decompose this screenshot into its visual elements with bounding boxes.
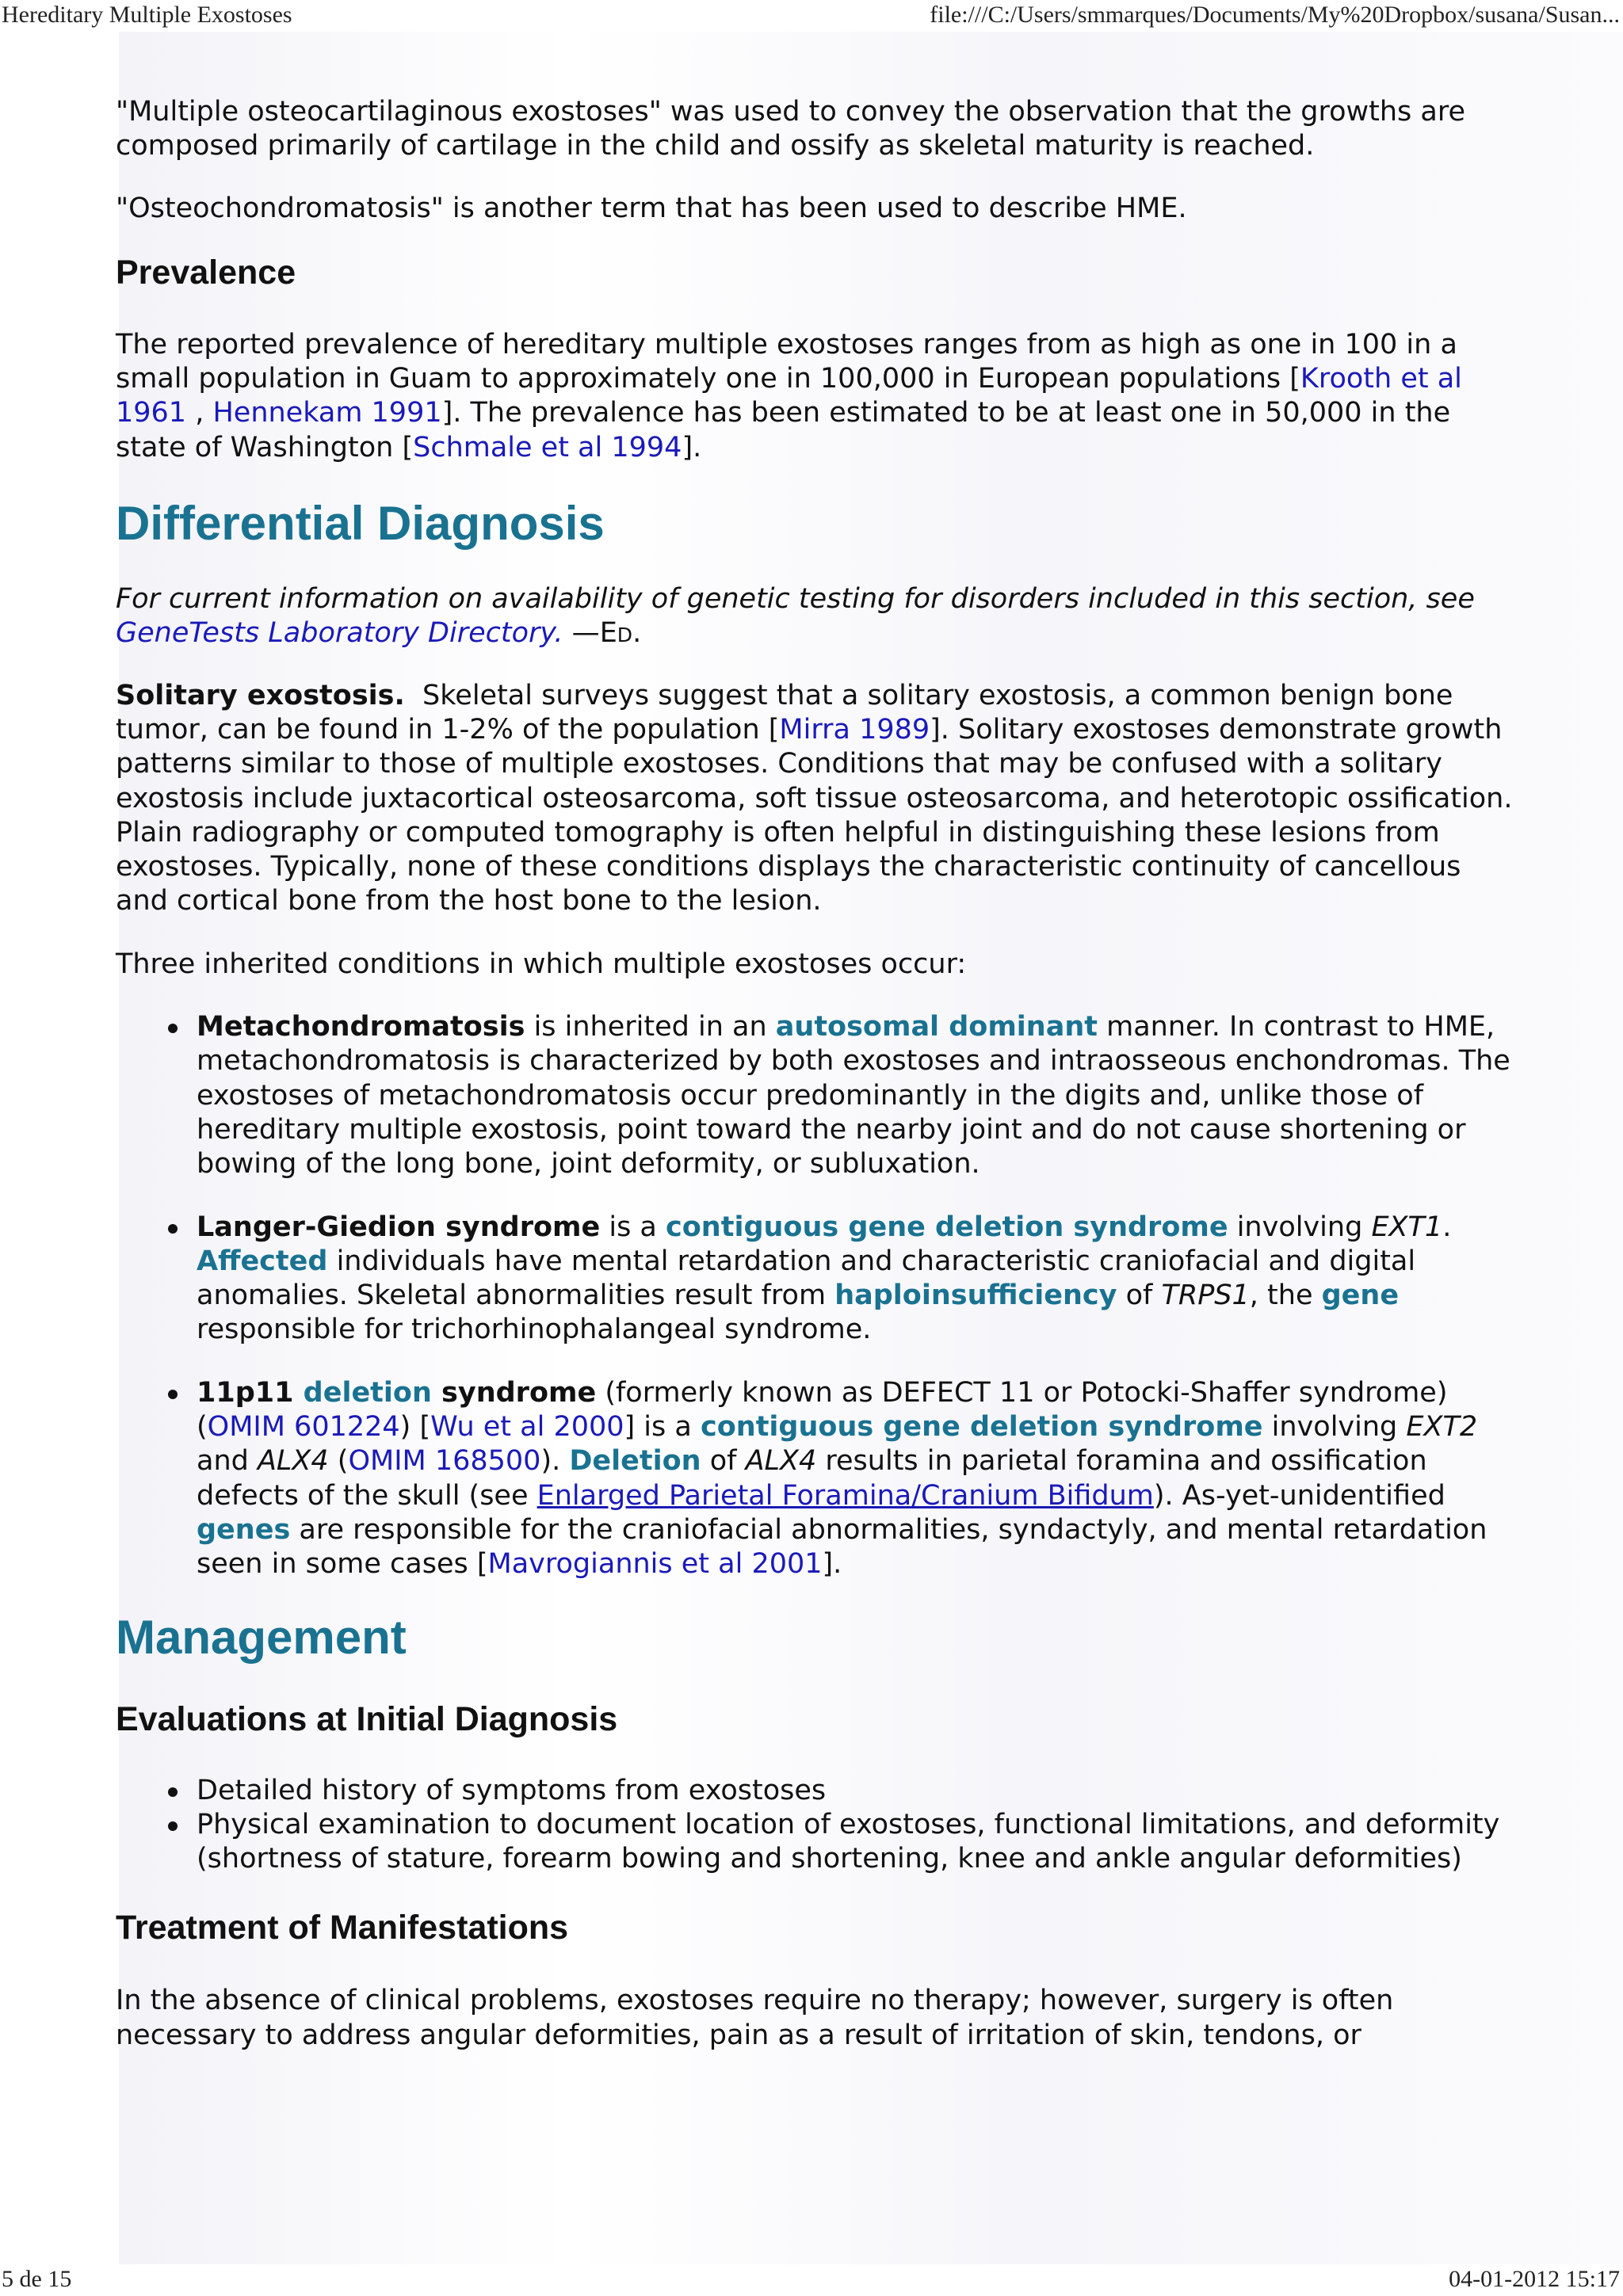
omim-link[interactable]: OMIM 168500 bbox=[348, 1445, 541, 1478]
citation-link[interactable]: Mavrogiannis et al 2001 bbox=[487, 1548, 823, 1581]
glossary-term-link[interactable]: Deletion bbox=[569, 1445, 701, 1478]
glossary-term-link[interactable]: deletion bbox=[303, 1376, 432, 1409]
solitary-exostosis-label: Solitary exostosis. bbox=[116, 679, 405, 711]
document-body bbox=[116, 95, 1518, 2053]
glossary-term-link[interactable]: contiguous gene deletion syndrome bbox=[700, 1411, 1263, 1444]
text-run: responsible for trichorhinophalangeal syndrome. bbox=[197, 1314, 872, 1346]
text-run: ( bbox=[328, 1445, 349, 1478]
text-run: ] is a bbox=[624, 1411, 701, 1444]
text-run: ]. Solitary exostoses demonstrate growth patterns similar to those of multiple exostoses. Conditions that may be confused with a solitary exostosis include juxtacortical osteosarcoma, soft tissue osteosarcoma, and heterotopic ossification. Plain radiography or computed tomography is often helpful in distinguishing these lesions from exostoses. Typically, none of these conditions displays the characteristic continuity of cancellous and cortical bone from the host bone to the lesion. bbox=[116, 713, 1513, 917]
print-datetime: 04-01-2012 15:17 bbox=[1449, 2266, 1620, 2292]
print-header bbox=[0, 0, 1623, 32]
solitary-exostosis-paragraph bbox=[116, 679, 1518, 919]
editor-mark: Ed bbox=[599, 617, 633, 650]
glossary-term-link[interactable]: haploinsufficiency bbox=[834, 1280, 1117, 1312]
treatment-heading: Treatment of Manifestations bbox=[116, 1909, 569, 1947]
genetests-note bbox=[116, 582, 1518, 651]
list-item-metachondromatosis bbox=[197, 1010, 1518, 1181]
condition-name: Metachondromatosis bbox=[197, 1011, 525, 1043]
condition-name: Langer-Giedion syndrome bbox=[197, 1211, 601, 1243]
three-conditions-intro: Three inherited conditions in which multiple exostoses occur: bbox=[116, 948, 967, 980]
condition-name: 11p11 bbox=[197, 1376, 304, 1409]
text-run: and bbox=[197, 1445, 258, 1478]
text-run: The reported prevalence of hereditary multiple exostoses ranges from as high as one in 100 in a small population in Guam to approximately one in 100,000 in European populations [ bbox=[116, 328, 1457, 395]
omim-link[interactable]: OMIM 601224 bbox=[207, 1411, 400, 1444]
citation-link[interactable]: Hennekam 1991 bbox=[212, 397, 442, 429]
evaluations-heading: Evaluations at Initial Diagnosis bbox=[116, 1699, 618, 1738]
glossary-term-link[interactable]: contiguous gene deletion syndrome bbox=[666, 1211, 1228, 1243]
text-run: ). bbox=[540, 1445, 570, 1478]
text-run: ). As-yet-unidentified bbox=[1153, 1479, 1445, 1512]
treatment-paragraph: In the absence of clinical problems, exostoses require no therapy; however, surgery is often necessary to address angular deformities, pain as a result of irritation of skin, tendons, or bbox=[116, 1985, 1394, 2051]
text-run: ]. The prevalence has been estimated to be at least one in 50,000 in the state of Washington [ bbox=[116, 397, 1451, 463]
print-header-title: Hereditary Multiple Exostoses bbox=[2, 2, 292, 28]
glossary-term-link[interactable]: gene bbox=[1321, 1280, 1400, 1312]
text-run: , bbox=[186, 397, 213, 429]
print-footer bbox=[0, 2264, 1623, 2296]
differential-diagnosis-heading: Differential Diagnosis bbox=[116, 497, 605, 551]
prevalence-heading: Prevalence bbox=[116, 253, 296, 292]
text-run: For current information on availability of genetic testing for disorders included in this section, see bbox=[116, 583, 1475, 616]
prevalence-paragraph bbox=[116, 328, 1518, 465]
intro-paragraph-2: "Osteochondromatosis" is another term that has been used to describe HME. bbox=[116, 192, 1187, 224]
text-run: . bbox=[632, 617, 642, 650]
genetests-link[interactable]: GeneTests Laboratory Directory. bbox=[116, 617, 563, 650]
text-run: ]. bbox=[822, 1548, 842, 1581]
text-run: Skeletal surveys suggest that a solitary exostosis, a common benign bone tumor, can be found in 1-2% of the population [ bbox=[116, 679, 1462, 746]
glossary-term-link[interactable]: genes bbox=[197, 1513, 291, 1546]
text-run: — bbox=[563, 617, 600, 650]
management-heading: Management bbox=[116, 1610, 407, 1664]
print-header-url: file:///C:/Users/smmarques/Documents/My%20Dropbox/susana/Susan... bbox=[930, 2, 1620, 28]
list-item: Physical examination to document location of exostoses, functional limitations, and deformity (shortness of stature, forearm bowing and shortening, knee and ankle angular deformities) bbox=[197, 1808, 1518, 1877]
text-run: results in parietal foramina and ossification defects of the skull (see bbox=[197, 1445, 1427, 1512]
text-run: are responsible for the craniofacial abnormalities, syndactyly, and mental retardation seen in some cases [ bbox=[197, 1513, 1487, 1581]
inherited-conditions-list bbox=[116, 1010, 1518, 1581]
text-run: , the bbox=[1249, 1280, 1322, 1312]
gene-name: EXT1 bbox=[1371, 1211, 1443, 1243]
citation-link[interactable]: Mirra 1989 bbox=[779, 713, 930, 746]
text-run: involving bbox=[1228, 1211, 1372, 1243]
glossary-term-link[interactable]: autosomal dominant bbox=[775, 1011, 1098, 1043]
list-item-langer-giedion bbox=[197, 1211, 1518, 1348]
text-run: individuals have mental retardation and characteristic craniofacial and digital anomalies. Skeletal abnormalities result from bbox=[197, 1245, 1416, 1312]
citation-link[interactable]: Krooth et al 1961 bbox=[116, 363, 1462, 429]
condition-name: syndrome bbox=[431, 1376, 597, 1409]
gene-name: ALX4 bbox=[257, 1445, 329, 1478]
gene-name: TRPS1 bbox=[1161, 1280, 1250, 1312]
gene-name: EXT2 bbox=[1406, 1411, 1478, 1444]
text-run: . bbox=[1442, 1211, 1452, 1243]
text-run: of bbox=[1117, 1280, 1162, 1312]
citation-link[interactable]: Wu et al 2000 bbox=[430, 1411, 624, 1444]
text-run: is a bbox=[600, 1211, 666, 1243]
intro-paragraph-1: "Multiple osteocartilaginous exostoses" was used to convey the observation that the growths are composed primarily of cartilage in the child and ossify as skeletal maturity is reached. bbox=[116, 96, 1466, 162]
list-item-11p11-deletion bbox=[197, 1376, 1518, 1582]
glossary-term-link[interactable]: Affected bbox=[197, 1245, 328, 1277]
gene-name: ALX4 bbox=[745, 1445, 817, 1478]
text-run: is inherited in an bbox=[525, 1011, 776, 1043]
list-item: Detailed history of symptoms from exostoses bbox=[197, 1774, 1518, 1808]
citation-link[interactable]: Schmale et al 1994 bbox=[413, 431, 682, 463]
text-run: (formerly known as DEFECT 11 or Potocki-Shaffer syndrome) ( bbox=[197, 1376, 1448, 1444]
page-number: 5 de 15 bbox=[2, 2266, 72, 2292]
parietal-foramina-link[interactable]: Enlarged Parietal Foramina/Cranium Bifidum bbox=[537, 1479, 1154, 1512]
text-run: ]. bbox=[682, 431, 702, 463]
text-run: of bbox=[701, 1445, 746, 1478]
evaluations-list bbox=[116, 1774, 1518, 1877]
text-run: ) [ bbox=[399, 1411, 431, 1444]
text-run: manner. In contrast to HME, metachondromatosis is characterized by both exostoses and intraosseous enchondromas. The exostoses of metachondromatosis occur predominantly in the digits and, unlike those of hereditary multiple exostosis, point toward the nearby joint and do not cause shortening or bowing of the long bone, joint deformity, or subluxation. bbox=[197, 1011, 1510, 1180]
text-run: involving bbox=[1262, 1411, 1407, 1444]
